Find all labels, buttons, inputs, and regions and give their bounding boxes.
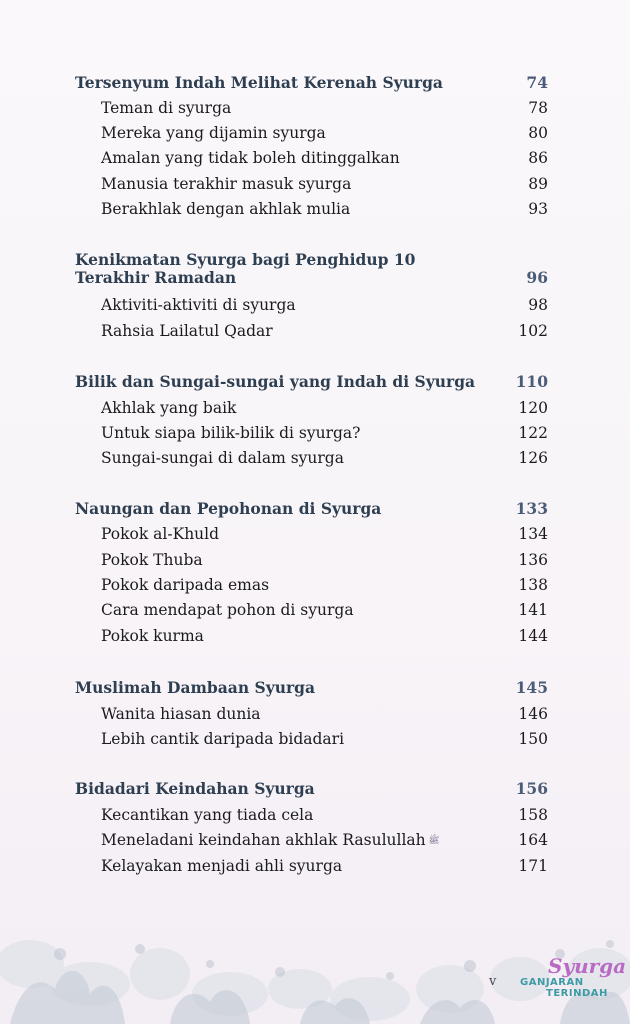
section-title-text: Tersenyum Indah Melihat Kerenah Syurga (75, 73, 443, 92)
toc-entry-label (101, 828, 440, 853)
toc-entry-label: Kelayakan menjadi ahli syurga (101, 857, 343, 875)
toc-entry-page: 89 (528, 175, 548, 193)
toc-entry[interactable] (0, 121, 630, 145)
toc-entry-label: Akhlak yang baik (101, 399, 237, 417)
toc-entry-page: 126 (518, 449, 548, 467)
section-title-text-line2: Terakhir Ramadan (75, 268, 237, 287)
toc-entry-label: Pokok daripada emas (101, 576, 270, 594)
toc-entry-page: 102 (518, 322, 548, 340)
page-number: v (489, 974, 497, 989)
section-title[interactable] (0, 777, 630, 801)
toc-entry-page: 141 (518, 601, 548, 619)
toc-entry-page: 122 (518, 424, 548, 442)
toc-entry-page: 120 (518, 399, 548, 417)
section-title-text: Bilik dan Sungai-sungai yang Indah di Syurga (75, 372, 476, 391)
section-title[interactable] (0, 497, 630, 521)
toc-entry-label: Manusia terakhir masuk syurga (101, 175, 352, 193)
toc-entry-label: Pokok kurma (101, 627, 204, 645)
section-page-number: 133 (515, 499, 548, 518)
toc-entry[interactable] (0, 172, 630, 196)
toc-entry-label: Amalan yang tidak boleh ditinggalkan (101, 149, 400, 167)
section-title[interactable] (0, 370, 630, 394)
toc-entry-label-text: Meneladani keindahan akhlak Rasulullah (101, 831, 426, 849)
toc-entry-page: 144 (518, 627, 548, 645)
toc-entry-page: 164 (518, 831, 548, 849)
toc-entry[interactable] (0, 522, 630, 546)
toc-entry-page: 98 (528, 296, 548, 314)
toc-entry-label: Pokok al-Khuld (101, 525, 220, 543)
section-title[interactable] (0, 248, 630, 290)
toc-entry[interactable] (0, 146, 630, 170)
toc-entry[interactable] (0, 624, 630, 648)
toc-entry-label: Berakhlak dengan akhlak mulia (101, 200, 351, 218)
toc-entry[interactable] (0, 727, 630, 751)
section-page-number: 110 (515, 372, 548, 391)
logo-line3: TERINDAH (546, 988, 608, 999)
toc-entry-label: Cara mendapat pohon di syurga (101, 601, 354, 619)
toc-entry[interactable] (0, 96, 630, 120)
toc-entry[interactable] (0, 319, 630, 343)
toc-entry[interactable] (0, 421, 630, 445)
toc-entry-label: Wanita hiasan dunia (101, 705, 261, 723)
toc-entry-page: 146 (518, 705, 548, 723)
section-page-number: 145 (515, 678, 548, 697)
toc-entry[interactable] (0, 548, 630, 572)
section-page-number: 156 (515, 779, 548, 798)
toc-entry[interactable] (0, 396, 630, 420)
toc-entry-page: 78 (528, 99, 548, 117)
section-title-text: Kenikmatan Syurga bagi Penghidup 10 (75, 250, 416, 269)
toc-entry-page: 171 (518, 857, 548, 875)
toc-entry-page: 138 (518, 576, 548, 594)
toc-entry[interactable] (0, 803, 630, 827)
toc-entry-page: 136 (518, 551, 548, 569)
toc-entry-page: 158 (518, 806, 548, 824)
toc-entry-label: Sungai-sungai di dalam syurga (101, 449, 344, 467)
toc-entry[interactable] (0, 446, 630, 470)
toc-entry-page: 86 (528, 149, 548, 167)
section-title-text: Bidadari Keindahan Syurga (75, 779, 315, 798)
salawat-symbol: ﷺ (428, 836, 440, 846)
toc-entry-label: Aktiviti-aktiviti di syurga (101, 296, 296, 314)
toc-entry-label: Untuk siapa bilik-bilik di syurga? (101, 424, 361, 442)
toc-entry-page: 93 (528, 200, 548, 218)
toc-entry-page: 80 (528, 124, 548, 142)
toc-entry[interactable] (0, 598, 630, 622)
section-page-number: 96 (526, 268, 548, 287)
section-title-text: Naungan dan Pepohonan di Syurga (75, 499, 382, 518)
toc-entry[interactable] (0, 702, 630, 726)
section-page-number: 74 (526, 73, 548, 92)
logo-line2: GANJARAN (520, 977, 584, 988)
toc-entry[interactable] (0, 197, 630, 221)
section-title-text: Muslimah Dambaan Syurga (75, 678, 316, 697)
toc-entry-label: Mereka yang dijamin syurga (101, 124, 326, 142)
toc-entry-label: Lebih cantik daripada bidadari (101, 730, 345, 748)
toc-entry[interactable] (0, 854, 630, 878)
toc-entry-label: Teman di syurga (101, 99, 232, 117)
toc-entry-page: 150 (518, 730, 548, 748)
logo-line1: Syurga (548, 954, 627, 978)
section-title[interactable] (0, 676, 630, 700)
toc-entry[interactable] (0, 293, 630, 317)
toc-entry-page: 134 (518, 525, 548, 543)
toc-entry[interactable] (0, 828, 630, 852)
toc-entry-label: Rahsia Lailatul Qadar (101, 322, 273, 340)
section-title[interactable] (0, 71, 630, 95)
toc-entry-label: Kecantikan yang tiada cela (101, 806, 314, 824)
toc-entry-label: Pokok Thuba (101, 551, 203, 569)
toc-entry[interactable] (0, 573, 630, 597)
book-logo (518, 954, 630, 1014)
